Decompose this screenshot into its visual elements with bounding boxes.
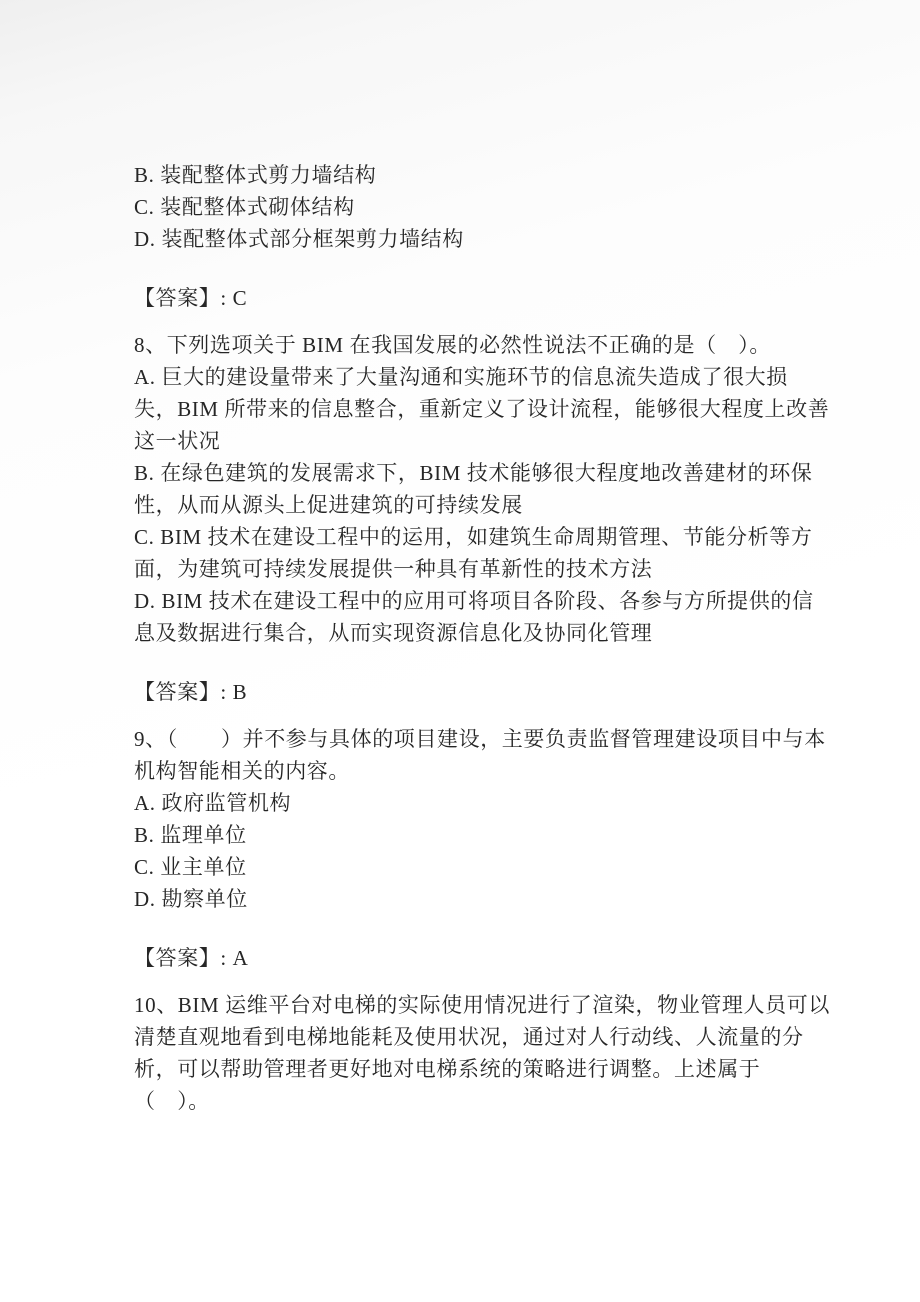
question-7-option-b: B. 装配整体式剪力墙结构 (134, 163, 377, 187)
question-8-answer: 【答案】: B (134, 680, 248, 704)
question-9-option-a: A. 政府监管机构 (134, 791, 292, 815)
question-8-option-b: B. 在绿色建筑的发展需求下，BIM 技术能够很大程度地改善建材的环保性，从而从源头上促进建筑的可持续发展 (134, 461, 813, 517)
question-8-stem: 8、下列选项关于 BIM 在我国发展的必然性说法不正确的是（ ）。 (134, 333, 771, 357)
question-9-option-b: B. 监理单位 (134, 823, 247, 847)
question-9-option-d: D. 勘察单位 (134, 887, 248, 911)
question-9-option-c: C. 业主单位 (134, 855, 247, 879)
question-8-option-d: D. BIM 技术在建设工程中的应用可将项目各阶段、各参与方所提供的信息及数据进行集合，从而实现资源信息化及协同化管理 (134, 589, 814, 645)
question-10-stem: 10、BIM 运维平台对电梯的实际使用情况进行了渲染，物业管理人员可以清楚直观地看到电梯地能耗及使用状况，通过对人行动线、人流量的分析，可以帮助管理者更好地对电梯系统的策略进行调整。上述属于（ ）。 (134, 993, 830, 1113)
question-7-option-c: C. 装配整体式砌体结构 (134, 195, 355, 219)
question-7-answer: 【答案】: C (134, 286, 248, 310)
exam-content (134, 159, 830, 1117)
question-9-stem: 9、（ ）并不参与具体的项目建设，主要负责监督管理建设项目中与本机构智能相关的内容。 (134, 727, 826, 783)
question-8-option-a: A. 巨大的建设量带来了大量沟通和实施环节的信息流失造成了很大损失，BIM 所带来的信息整合，重新定义了设计流程，能够很大程度上改善这一状况 (134, 365, 830, 453)
question-8-option-c: C. BIM 技术在建设工程中的运用，如建筑生命周期管理、节能分析等方面，为建筑可持续发展提供一种具有革新性的技术方法 (134, 525, 813, 581)
question-9-answer: 【答案】: A (134, 946, 249, 970)
question-7-option-d: D. 装配整体式部分框架剪力墙结构 (134, 227, 464, 251)
